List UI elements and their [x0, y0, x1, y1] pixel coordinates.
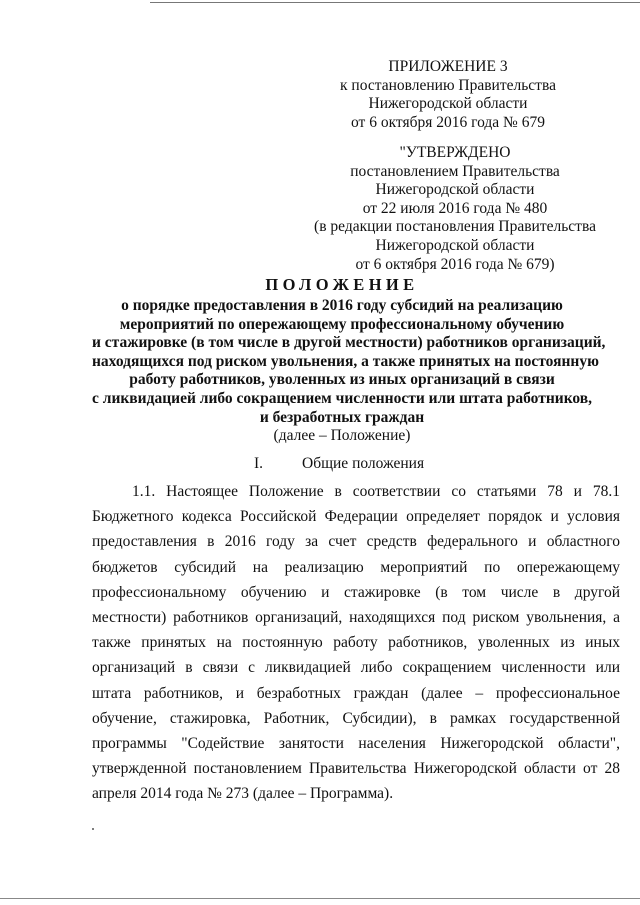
- paragraph-line: 1.1. Настоящее Положение в соответствии со статьями 78 и 78.1: [132, 483, 620, 500]
- scan-speck: [92, 828, 94, 830]
- subtitle-line: о порядке предоставления в 2016 году субсидий на реализацию: [121, 297, 563, 314]
- paragraph-line: апреля 2014 года № 273 (далее – Программа).: [92, 785, 394, 803]
- appendix-line: ПРИЛОЖЕНИЕ 3: [388, 58, 508, 75]
- paragraph-line: Бюджетного кодекса Российской Федерации определяет порядок и условия: [92, 508, 620, 526]
- subtitle-line: находящихся под риском увольнения, а также принятых на постоянную: [92, 352, 599, 370]
- paragraph-line: обучение, стажировка, Работник, Субсидии), в рамках государственной: [92, 709, 620, 727]
- appendix-line: Нижегородской области: [368, 95, 528, 113]
- document-reference: (далее – Положение): [273, 427, 411, 444]
- approval-line: (в редакции постановления Правительства: [314, 218, 596, 236]
- section-title: Общие положения: [302, 455, 425, 472]
- paragraph-line: профессиональному обучению и стажировке (в том числе в другой: [92, 583, 620, 601]
- paragraph-line: местности) работников организаций, находящихся под риском увольнения, а: [92, 608, 620, 626]
- document-title: ПОЛОЖЕНИЕ: [265, 275, 419, 294]
- appendix-line: от 6 октября 2016 года № 679: [351, 113, 545, 131]
- paragraph-line: организаций в связи с ликвидацией либо сокращением численности или: [92, 659, 620, 677]
- paragraph-1-1: [92, 479, 620, 806]
- document-subtitle: [92, 297, 606, 427]
- subtitle-line: мероприятий по опережающему профессиональному обучению: [119, 315, 565, 333]
- scan-edge-bottom: [0, 898, 640, 899]
- section-number: I.: [254, 455, 264, 472]
- approval-line: "УТВЕРЖДЕНО: [399, 144, 511, 161]
- approval-line: от 6 октября 2016 года № 679): [355, 255, 555, 273]
- approval-line: от 22 июля 2016 года № 480: [362, 199, 548, 217]
- appendix-header: [298, 58, 598, 132]
- subtitle-line: с ликвидацией либо сокращением численности или штата работников,: [92, 389, 593, 407]
- paragraph-line: утвержденной постановлением Правительства Нижегородской области от 28: [92, 760, 620, 778]
- approval-stamp: [305, 144, 605, 274]
- scan-edge-top: [150, 2, 640, 3]
- paragraph-line: также принятых на постоянную работу работников, уволенных из иных: [92, 634, 620, 652]
- paragraph-line: бюджетов субсидий на реализацию мероприятий по опережающему: [92, 558, 620, 576]
- approval-line: Нижегородской области: [375, 181, 535, 199]
- subtitle-line: работу работников, уволенных из иных организаций в связи: [129, 371, 555, 389]
- approval-line: постановлением Правительства: [350, 162, 560, 180]
- subtitle-line: и безработных граждан: [259, 408, 425, 426]
- subtitle-line: и стажировке (в том числе в другой местности) работников организаций,: [92, 334, 606, 352]
- paragraph-line: программы "Содействие занятости населения Нижегородской области",: [92, 734, 620, 752]
- paragraph-line: предоставления в 2016 году за счет средств федерального и областного: [92, 533, 620, 551]
- paragraph-line: штата работников, и безработных граждан (далее – профессиональное: [92, 684, 620, 702]
- appendix-line: к постановлению Правительства: [340, 76, 556, 94]
- approval-line: Нижегородской области: [375, 236, 535, 254]
